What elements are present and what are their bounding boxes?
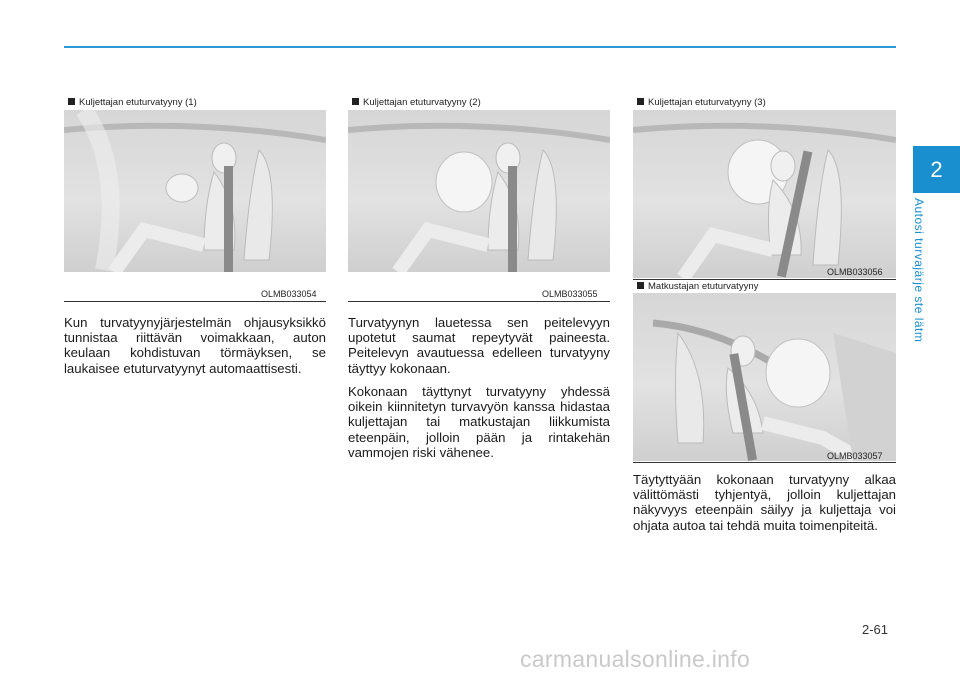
figure-1-caption: Kuljettajan etuturvatyyny (1) xyxy=(68,97,197,108)
figure-3-caption: Kuljettajan etuturvatyyny (3) xyxy=(637,97,766,108)
figure-4-caption: Matkustajan etuturvatyyny xyxy=(637,281,758,292)
figure-2-code: OLMB033055 xyxy=(542,289,598,299)
paragraph-deployment: Kun turvatyynyjärjestelmän ohjausyksikkö tunnistaa riittävän voimakkaan, auton keulaan kohdistuvan törmäyksen, se laukaisee etuturvatyynyt automaattisesti. xyxy=(64,315,326,376)
figure-4-rule xyxy=(633,462,896,463)
figure-1-driver-airbag-illustration xyxy=(64,110,326,272)
chapter-number: 2 xyxy=(930,156,943,182)
header-rule xyxy=(64,46,896,48)
figure-3-driver-airbag-illustration xyxy=(633,110,896,278)
figure-2-driver-airbag-illustration xyxy=(348,110,610,272)
figure-2-caption: Kuljettajan etuturvatyyny (2) xyxy=(352,97,481,108)
figure-4-code: OLMB033057 xyxy=(827,451,883,461)
figure-1-code: OLMB033054 xyxy=(261,289,317,299)
page-number: 2-61 xyxy=(862,622,889,637)
watermark: carmanualsonline.info xyxy=(520,646,751,672)
figure-2-rule xyxy=(348,301,610,302)
chapter-tab xyxy=(913,146,960,193)
figure-3-code: OLMB033056 xyxy=(827,267,883,277)
figure-3-rule xyxy=(633,279,896,280)
paragraph-deflation: Täytyttyään kokonaan turvatyyny alkaa välittömästi tyhjentyä, jolloin kuljettajan näkyvyys eteenpäin säilyy ja kuljettaja voi ohjata autoa tai tehdä muita toimenpiteitä. xyxy=(633,472,896,533)
paragraph-cover-seams: Turvatyynyn lauetessa sen peitelevyyn upotetut saumat repeytyvät paineesta. Peitelevyn avautuessa edelleen turvatyyny täyttyy kokonaan. xyxy=(348,315,610,376)
chapter-title: Autosi turvajärje ste lätm xyxy=(912,198,926,343)
figure-4-passenger-airbag-illustration xyxy=(633,293,896,461)
paragraph-full-inflation: Kokonaan täyttynyt turvatyyny yhdessä oikein kiinnitetyn turvavyön kanssa hidastaa kuljettajan tai matkustajan liikkumista eteenpäin, jolloin pään ja rintakehän vammojen riski vähenee. xyxy=(348,384,610,460)
figure-1-rule xyxy=(64,301,326,302)
